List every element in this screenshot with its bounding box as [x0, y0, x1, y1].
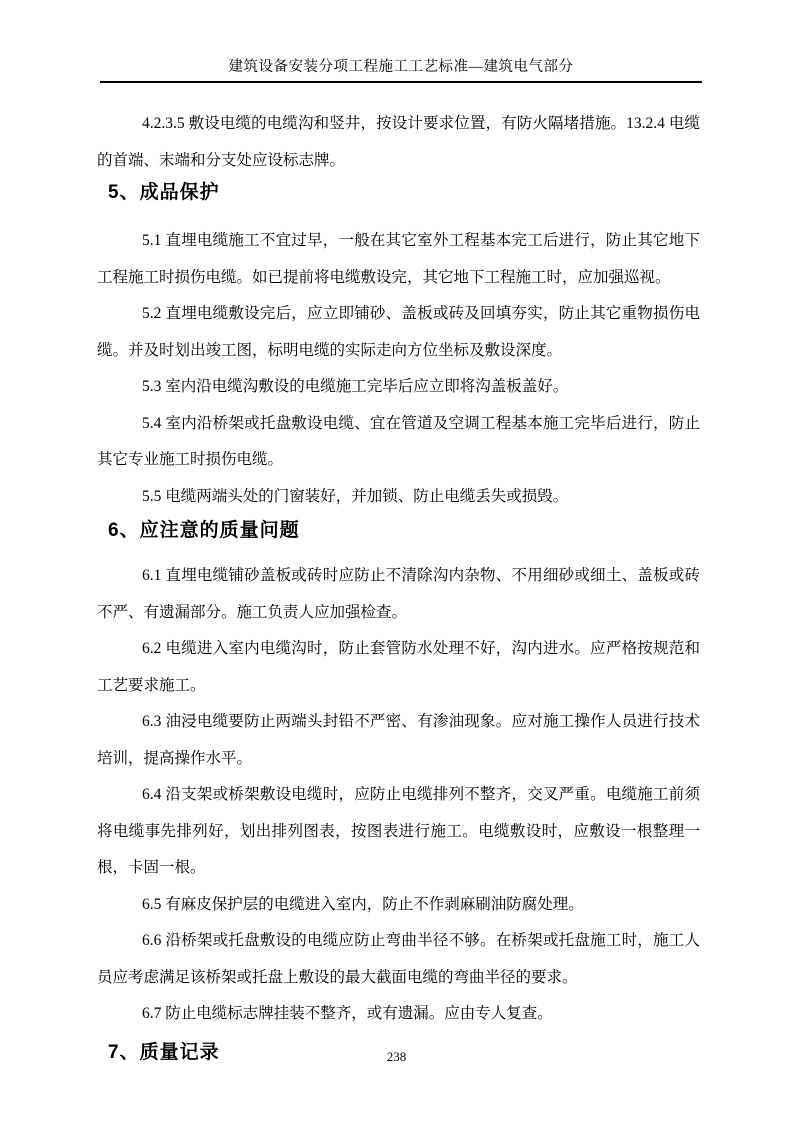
paragraph-6-6: 6.6 沿桥架或托盘敷设的电缆应防止弯曲半径不够。在桥架或托盘施工时，施工人员应考虑满足该桥架或托盘上敷设的最大截面电缆的弯曲半径的要求。: [97, 932, 700, 986]
page-number: 238: [386, 1049, 407, 1064]
paragraph-5-2: 5.2 直埋电缆敷设完后，应立即铺砂、盖板或砖及回填夯实，防止其它重物损伤电缆。并及时划出竣工图，标明电缆的实际走向方位坐标及敷设深度。: [97, 305, 700, 359]
paragraph-5-4: 5.4 室内沿桥架或托盘敷设电缆、宜在管道及空调工程基本施工完毕后进行，防止其它专业施工时损伤电缆。: [97, 414, 700, 468]
section-heading-6-quality-problems: 6、应注意的质量问题: [108, 520, 300, 541]
paragraph-5-3: 5.3 室内沿电缆沟敷设的电缆施工完毕后应立即将沟盖板盖好。: [142, 378, 569, 395]
paragraph-5-1: 5.1 直埋电缆施工不宜过早，一般在其它室外工程基本完工后进行，防止其它地下工程施工时损伤电缆。如已提前将电缆敷设完，其它地下工程施工时，应加强巡视。: [97, 232, 700, 286]
paragraph-6-1: 6.1 直埋电缆铺砂盖板或砖时应防止不清除沟内杂物、不用细砂或细土、盖板或砖不严、有遗漏部分。施工负责人应加强检查。: [97, 567, 700, 621]
paragraph-6-7: 6.7 防止电缆标志牌挂装不整齐，或有遗漏。应由专人复查。: [142, 1005, 553, 1022]
paragraph-6-2: 6.2 电缆进入室内电缆沟时，防止套管防水处理不好，沟内进水。应严格按规范和工艺要求施工。: [97, 640, 700, 694]
paragraph-6-5: 6.5 有麻皮保护层的电缆进入室内，防止不作剥麻刷油防腐处理。: [142, 895, 584, 913]
page-header: [100, 57, 702, 83]
paragraph-4-2-3-5: 4.2.3.5 敷设电缆的电缆沟和竖井，按设计要求位置，有防火隔堵措施。13.2.4 电缆的首端、末端和分支处应设标志牌。: [97, 115, 700, 169]
section-heading-5-finished-product-protection: 5、成品保护: [108, 182, 220, 203]
page-footer: [0, 1048, 793, 1066]
paragraph-6-3: 6.3 油浸电缆要防止两端头封铅不严密、有渗油现象。应对施工操作人员进行技术培训，提高操作水平。: [97, 713, 700, 767]
section-heading-7-quality-records: 7、质量记录: [108, 1041, 220, 1063]
paragraph-6-4: 6.4 沿支架或桥架敷设电缆时，应防止电缆排列不整齐，交叉严重。电缆施工前须将电缆事先排列好，划出排列图表，按图表进行施工。电缆敷设时，应敷设一根整理一根，卡固一根。: [97, 786, 700, 876]
page-header-title: 建筑设备安装分项工程施工工艺标准—建筑电气部分: [228, 59, 574, 75]
paragraph-5-5: 5.5 电缆两端头处的门窗装好，并加锁、防止电缆丢失或损毁。: [142, 487, 569, 505]
document-body: [97, 106, 700, 1066]
